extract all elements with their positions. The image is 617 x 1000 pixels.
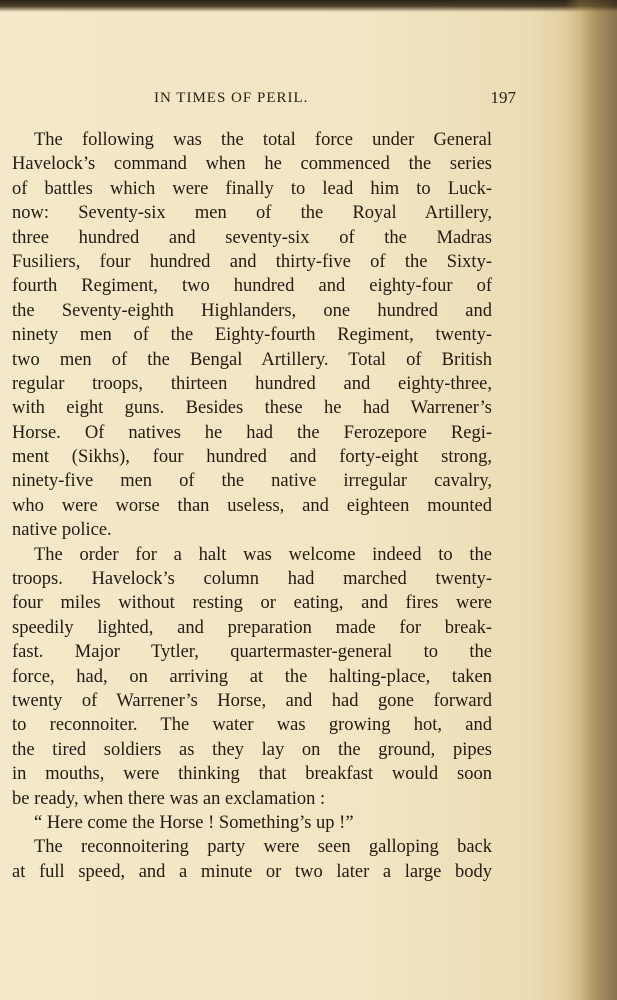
running-title: IN TIMES OF PERIL.	[154, 90, 309, 106]
text-line: the tired soldiers as they lay on the ground, pipes	[12, 739, 492, 760]
text-line: “ Here come the Horse ! Something’s up !”	[34, 812, 354, 833]
text-line: to reconnoiter. The water was growing hot, and	[12, 715, 492, 736]
text-line: with eight guns. Besides these he had Warrener’s	[12, 398, 492, 419]
text-line: fast. Major Tytler, quartermaster-general to the	[12, 642, 492, 663]
text-line: The order for a halt was welcome indeed to the	[34, 544, 492, 565]
page-header	[18, 88, 516, 112]
text-line: twenty of Warrener’s Horse, and had gone forward	[12, 690, 492, 711]
text-line: three hundred and seventy-six of the Madras	[12, 227, 492, 248]
text-line: who were worse than useless, and eighteen mounted	[12, 495, 492, 516]
text-line: in mouths, were thinking that breakfast would soon	[12, 764, 492, 785]
page-gutter-shadow	[565, 0, 617, 1000]
text-line: troops. Havelock’s column had marched twenty-	[12, 569, 492, 590]
body-text	[12, 128, 492, 884]
text-line: of battles which were finally to lead him to Luck-	[12, 178, 492, 199]
text-line: The following was the total force under General	[34, 130, 492, 150]
text-line: at full speed, and a minute or two later a large body	[12, 861, 492, 882]
text-line: regular troops, thirteen hundred and eighty-three,	[12, 373, 492, 394]
page-top-edge	[0, 0, 617, 12]
text-line: the Seventy-eighth Highlanders, one hundred and	[12, 300, 492, 321]
text-line: fourth Regiment, two hundred and eighty-four of	[12, 276, 492, 297]
text-line: two men of the Bengal Artillery. Total of British	[12, 349, 492, 370]
text-line: Horse. Of natives he had the Ferozepore Regi-	[12, 422, 492, 443]
text-line: four miles without resting or eating, and fires were	[12, 593, 492, 614]
text-line: Fusiliers, four hundred and thirty-five of the Sixty-	[12, 251, 492, 272]
text-line: now: Seventy-six men of the Royal Artillery,	[12, 203, 492, 224]
page-number: 197	[490, 88, 516, 107]
text-line: force, had, on arriving at the halting-place, taken	[12, 666, 492, 687]
text-line: ninety-five men of the native irregular cavalry,	[12, 471, 492, 492]
text-line: Havelock’s command when he commenced the series	[12, 154, 492, 175]
text-line: The reconnoitering party were seen galloping back	[34, 837, 492, 858]
text-line: ment (Sikhs), four hundred and forty-eight strong,	[12, 447, 492, 468]
text-line: be ready, when there was an exclamation :	[12, 788, 326, 809]
text-line: speedily lighted, and preparation made for break-	[12, 617, 492, 638]
text-line: native police.	[12, 520, 112, 541]
text-line: ninety men of the Eighty-fourth Regiment, twenty-	[12, 325, 492, 346]
